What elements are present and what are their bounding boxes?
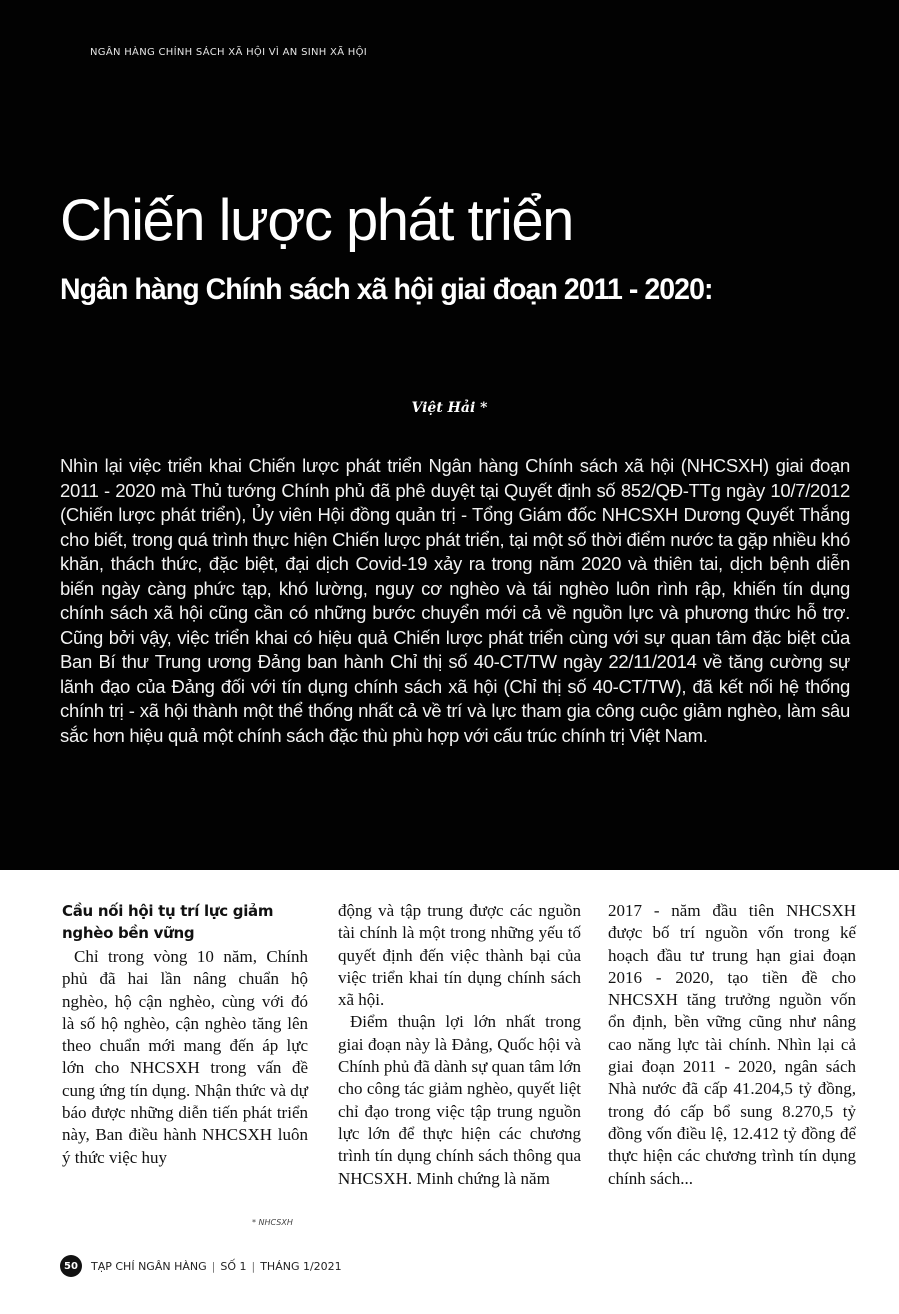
article-lead: Nhìn lại việc triển khai Chiến lược phát triển Ngân hàng Chính sách xã hội (NHCSXH) giai đoạn 2011 - 2020 mà Thủ tướng Chính phủ đã phê duyệt tại Quyết định số 852/QĐ-TTg ngày 10/7/2012 (Chiến lược phát triển), Ủy viên Hội đồng quản trị - Tổng Giám đốc NHCSXH Dương Quyết Thắng cho biết, trong quá trình thực hiện Chiến lược phát triển, tại một số thời điểm nước ta gặp nhiều khó khăn, thách thức, đặc biệt, đại dịch Covid-19 xảy ra trong năm 2020 và thiên tai, dịch bệnh diễn biến ngày càng phức tạp, khó lường, nguy cơ nghèo và tái nghèo luôn rình rập, khiến tín dụng chính sách xã hội cũng cần có những bước chuyển mới cả về nguồn lực và phương thức hỗ trợ. Cũng bởi vậy, việc triển khai có hiệu quả Chiến lược phát triển cùng với sự quan tâm đặc biệt của Ban Bí thư Trung ương Đảng ban hành Chỉ thị số 40-CT/TW ngày 22/11/2014 về tăng cường sự lãnh đạo của Đảng đối với tín dụng chính sách xã hội (Chỉ thị số 40-CT/TW), đã kết nối hệ thống chính trị - xã hội thành một thể thống nhất cả về trí và lực tham gia công cuộc giảm nghèo, làm sâu sắc hơn hiệu quả một chính sách đặc thù phù hợp với cấu trúc chính trị Việt Nam. [60,455,850,746]
paragraph: động và tập trung được các nguồn tài chính là một trong những yếu tố quyết định đến việc thành bại của việc triển khai tín dụng chính sách xã hội. [338,901,581,1010]
page-number-badge: 50 [60,1255,82,1277]
paragraph: Chỉ trong vòng 10 năm, Chính phủ đã hai lần nâng chuẩn hộ nghèo, hộ cận nghèo, cùng với đó là số hộ nghèo, cận nghèo tăng lên theo chuẩn mới mang đến áp lực lớn cho NHCSXH trong vấn đề cung ứng tín dụng. Nhận thức và dự báo được những diễn tiến phát triển này, Ban điều hành NHCSXH luôn ý thức việc huy [62,947,308,1167]
article-author: Việt Hải * [411,400,488,416]
journal-name: TẠP CHÍ NGÂN HÀNG [91,1259,207,1273]
paragraph: Điểm thuận lợi lớn nhất trong giai đoạn này là Đảng, Quốc hội và Chính phủ đã dành sự quan tâm lớn cho công tác giảm nghèo, quyết liệt chỉ đạo trong việc tập trung nguồn lực lớn để thực hiện các chương trình tín dụng chính sách thông qua NHCSXH. Minh chứng là năm [338,1012,581,1188]
page-footer [60,1254,342,1278]
body-column-1 [62,900,308,1169]
article-subtitle: Ngân hàng Chính sách xã hội giai đoạn 2011 - 2020: [60,273,713,306]
footnote: * NHCSXH [252,1218,293,1227]
paragraph: 2017 - năm đầu tiên NHCSXH được bố trí nguồn vốn trong kế hoạch đầu tư trung hạn giai đoạn 2016 - 2020, tạo tiền đề cho NHCSXH tăng trưởng nguồn vốn ổn định, bền vững cũng như nâng cao năng lực tài chính. Nhìn lại cả giai đoạn 2011 - 2020, ngân sách Nhà nước đã cấp 41.204,5 tỷ đồng, trong đó cấp bổ sung 8.270,5 tỷ đồng vốn điều lệ, 12.412 tỷ đồng để thực hiện các chương trình tín dụng chính sách... [608,901,856,1188]
issue-number: SỐ 1 [220,1259,247,1273]
section-heading: Cầu nối hội tụ trí lực giảm nghèo bền vững [62,902,274,942]
body-column-2 [338,900,581,1190]
footer-separator: | [211,1259,216,1273]
body-column-3 [608,900,856,1190]
section-label: NGÂN HÀNG CHÍNH SÁCH XÃ HỘI VÌ AN SINH XÃ HỘI [90,47,368,58]
article-title: Chiến lược phát triển [60,188,573,253]
issue-month: THÁNG 1/2021 [260,1259,342,1273]
footer-separator: | [251,1259,256,1273]
